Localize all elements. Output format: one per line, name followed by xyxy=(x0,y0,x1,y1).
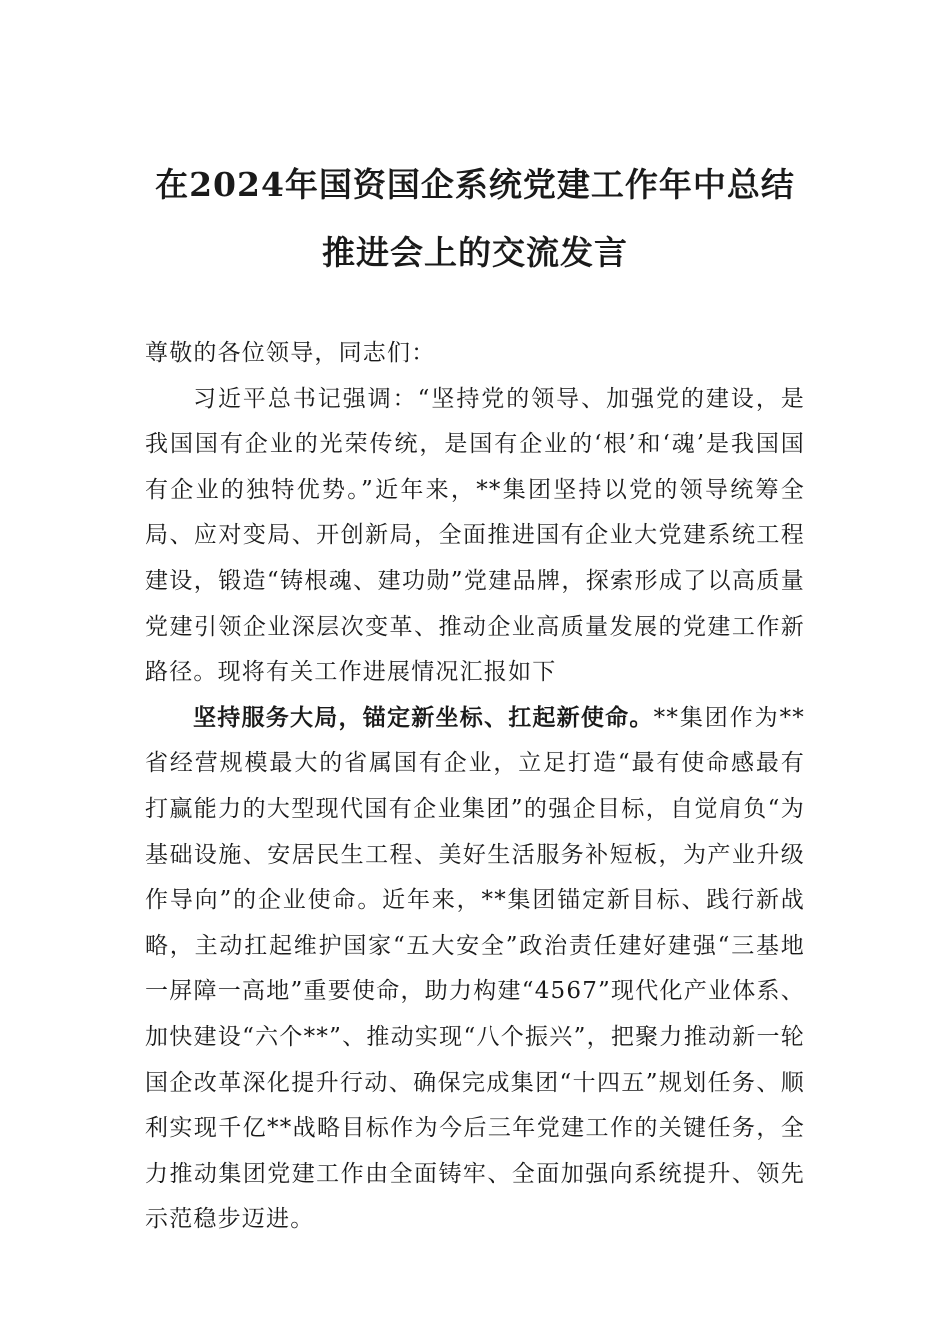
document-title-line-1: 在2024年国资国企系统党建工作年中总结 xyxy=(155,165,795,204)
paragraph-body-text: **集团作为**省经营规模最大的省属国有企业，立足打造“最有使命感最有打赢能力的大型现代国有企业集团”的强企目标，自觉肩负“为基础设施、安居民生工程、美好生活服务补短板，为产业升级作导向”的企业使命。近年来，**集团锚定新目标、践行新战略，主动扛起维护国家“五大安全”政治责任建好建强“三基地一屏障一高地”重要使命，助力构建“4567”现代化产业体系、加快建设“六个**”、推动实现“八个振兴”，把聚力推动新一轮国企改革深化提升行动、确保完成集团“十四五”规划任务、顺利实现千亿**战略目标作为今后三年党建工作的关键任务，全力推动集团党建工作由全面铸牢、全面加强向系统提升、领先示范稳步迈进。 xyxy=(145,704,805,1233)
paragraph-lead-heading: 坚持服务大局，锚定新坐标、扛起新使命。 xyxy=(193,704,654,731)
paragraph-intro: 习近平总书记强调：“坚持党的领导、加强党的建设，是我国国有企业的光荣传统，是国有企业的‘根’和‘魂’是我国国有企业的独特优势。”近年来，**集团坚持以党的领导统筹全局、应对变局、开创新局，全面推进国有企业大党建系统工程建设，锻造“铸根魂、建功勋”党建品牌，探索形成了以高质量党建引领企业深层次变革、推动企业高质量发展的党建工作新路径。现将有关工作进展情况汇报如下 xyxy=(145,385,805,686)
salutation: 尊敬的各位领导，同志们： xyxy=(145,340,436,366)
document-body xyxy=(145,331,805,1243)
document-title-line-2: 推进会上的交流发言 xyxy=(322,233,628,272)
paragraph-serve-overall xyxy=(145,696,805,1243)
